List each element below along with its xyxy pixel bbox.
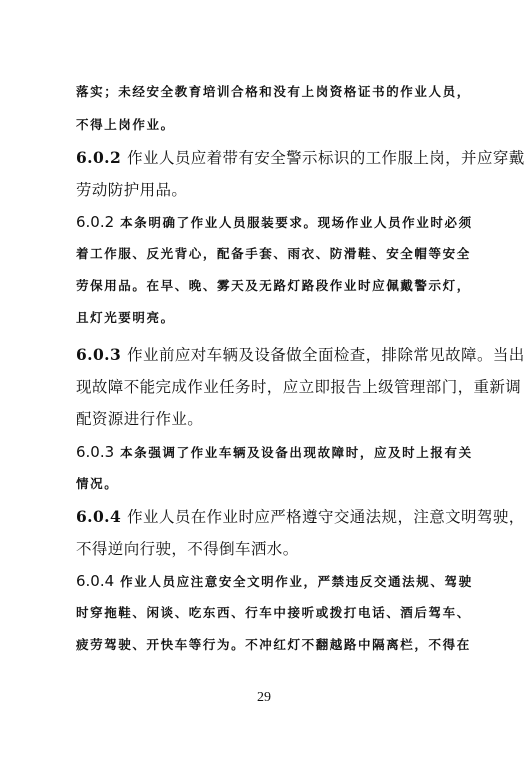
commentary-text: 劳保用品。在早、晚、雾天及无路灯路段作业时应佩戴警示灯，: [76, 278, 471, 293]
clause-start-line: [76, 345, 528, 365]
page-number: 29: [257, 690, 271, 705]
clause-number: 6.0.2: [76, 213, 115, 231]
clause-start-line: [76, 212, 528, 233]
commentary-text: 且灯光要明亮。: [76, 310, 175, 325]
clause-text: 劳动防护用品。: [76, 181, 188, 199]
text-line: [76, 409, 528, 429]
commentary-text: 本条明确了作业人员服装要求。现场作业人员作业时必须: [120, 215, 473, 230]
clause-text: 现故障不能完成作业任务时，应立即报告上级管理部门，重新调: [76, 378, 522, 396]
clause-start-line: [76, 148, 528, 168]
clause-number: 6.0.4: [76, 572, 115, 590]
text-line: [76, 635, 528, 655]
clause-start-line: [76, 442, 528, 463]
clause-number: 6.0.4: [76, 507, 122, 526]
text-line: [76, 474, 528, 494]
text-line: [76, 115, 528, 135]
text-line: [76, 180, 528, 200]
text-line: [76, 603, 528, 623]
commentary-text: 疲劳驾驶、开快车等行为。不冲红灯不翻越路中隔离栏，不得在: [76, 637, 471, 652]
text-line: [76, 377, 528, 397]
commentary-text: 情况。: [76, 476, 119, 491]
clause-text: 作业人员在作业时应严格遵守交通法规，注意文明驾驶，: [127, 508, 525, 526]
clause-number: 6.0.2: [76, 148, 122, 167]
commentary-text: 本条强调了作业车辆及设备出现故障时，应及时上报有关: [120, 445, 473, 460]
commentary-text: 落实；未经安全教育培训合格和没有上岗资格证书的作业人员，: [76, 84, 471, 99]
text-line: [76, 244, 528, 264]
clause-text: 配资源进行作业。: [76, 410, 204, 428]
commentary-text: 时穿拖鞋、闲谈、吃东西、行车中接听或拨打电话、酒后驾车、: [76, 605, 471, 620]
clause-text: 不得逆向行驶，不得倒车洒水。: [76, 540, 299, 558]
clause-start-line: [76, 507, 528, 527]
text-line: [76, 82, 528, 102]
clause-number: 6.0.3: [76, 443, 115, 461]
clause-start-line: [76, 571, 528, 592]
commentary-text: 不得上岗作业。: [76, 117, 175, 132]
commentary-text: 着工作服、反光背心，配备手套、雨衣、防滑鞋、安全帽等安全: [76, 246, 471, 261]
text-line: [76, 276, 528, 296]
clause-text: 作业前应对车辆及设备做全面检查，排除常见故障。当出: [127, 346, 525, 364]
clause-number: 6.0.3: [76, 345, 122, 364]
text-line: [76, 539, 528, 559]
clause-text: 作业人员应着带有安全警示标识的工作服上岗，并应穿戴: [127, 149, 525, 167]
commentary-text: 作业人员应注意安全文明作业，严禁违反交通法规、驾驶: [120, 574, 473, 589]
text-line: [76, 308, 528, 328]
